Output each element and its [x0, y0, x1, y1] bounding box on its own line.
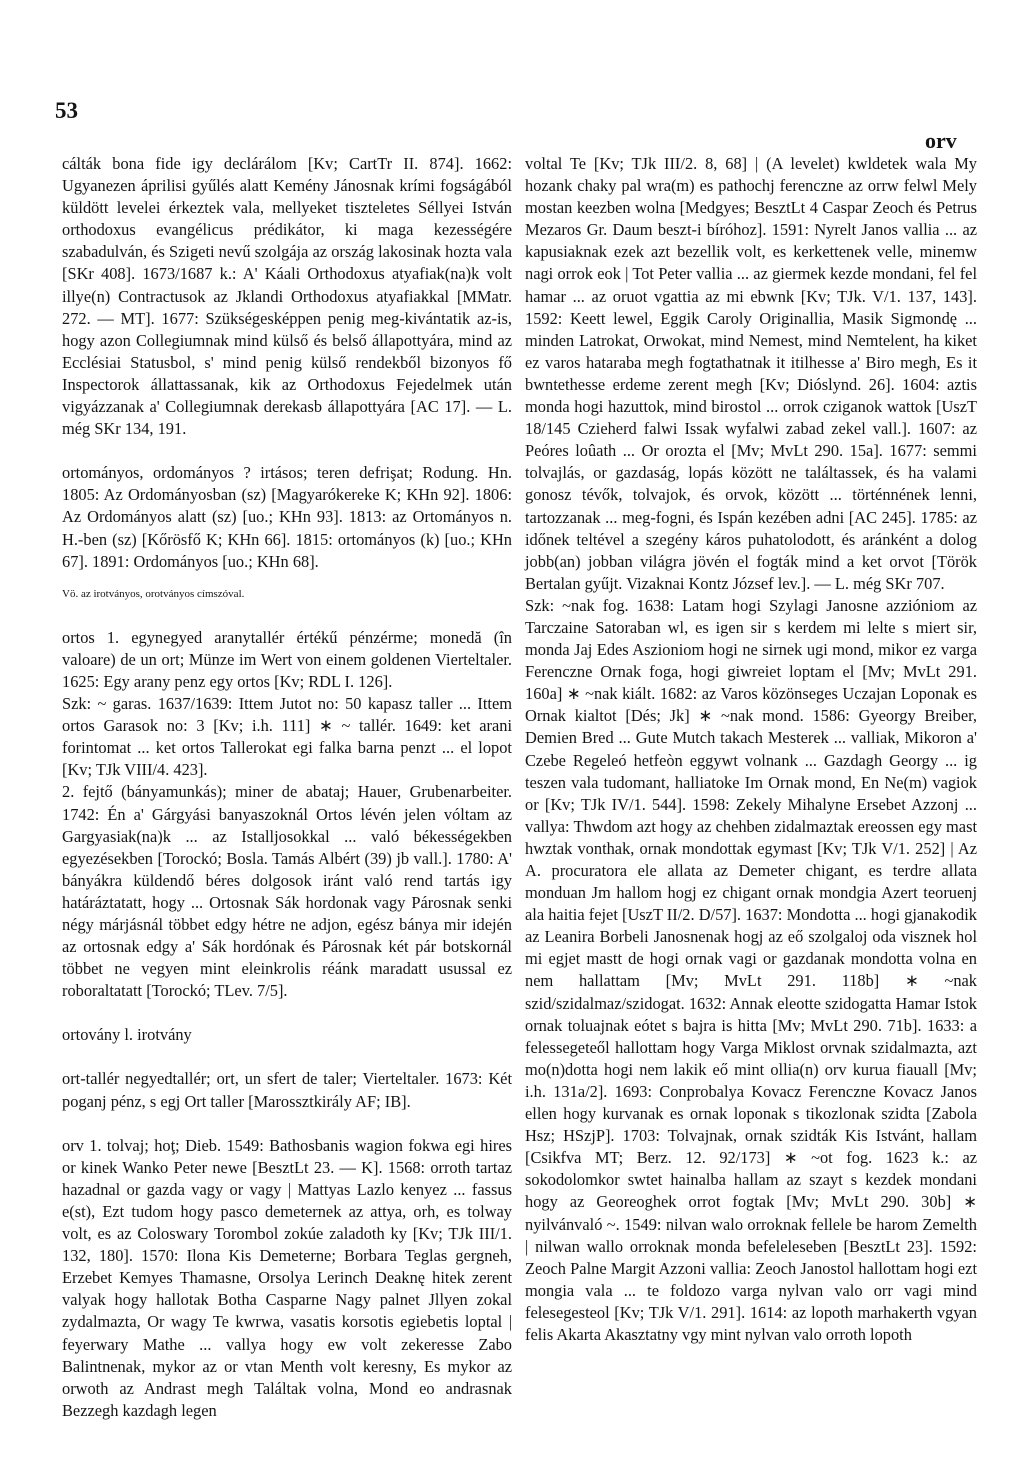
dictionary-paragraph: orv 1. tolvaj; hoţ; Dieb. 1549: Bathosbanis wagion fokwa egi hires or kinek Wanko Peter newe [BesztLt 23. — K]. 1568: orroth tartaz hazadnal or gazda vagy or vagy | Mattyas Lazlo kenyez ... fassus e(st), Ezt tudom hogy pasco demeternek az attya, orh, es tolway volt, es az Coloswary Torombol zokúe zaladoth ky [Kv; TJk III/1. 132, 180]. 1570: Ilona Kis Demeterne; Borbara Teglas gergneh, Erzebet Kemyes Thamasne, Orsolya Lerinch Deaknę hitek zerent valyak hogy hallotak Botha Casparne Nagy palnet Jllyen zokal zydalmazta, Or wagy Te kwrwa, vasatis korsotis egiebetis loptal | feyerwary Mathe ... vallya hogy ew volt zekeresse Zabo Balintnenak, mykor az or vtan Menth volt keresny, Es mykor az orwoth az Andrast megh Találtak volna, Mond eo andrasnak Bezzegh kazdagh legen [62, 1135, 512, 1420]
dictionary-paragraph: ortos 1. egynegyed aranytallér értékű pénzérme; monedă (în valoare) de un ort; Münze im Wert von einem goldenen Vierteltaler. 1625: Egy arany penz egy ortos [Kv; RDL I. 126]. [62, 627, 512, 691]
dictionary-paragraph: cálták bona fide igy declárálom [Kv; CartTr II. 874]. 1662: Ugyanezen áprilisi gyűlés alatt Kemény Jánosnak krími fogságából küldött levelei érkeztek vala, mellyeket tiszteletes Séllyei István orthodoxus evangélicus prédikátor, ki maga kezességére szabadulván, és Szigeti nevű szolgája az ország lakosinak hozta vala [SKr 408]. 1673/1687 k.: A' Káali Orthodoxus atyafiak(na)k volt illye(n) Contractusok az Jklandi Orthodoxus atyafiakkal [MMatr. 272. — MT]. 1677: Szükségesképpen penig meg-kivántatik az-is, hogy azon Collegiumnak mind külső és belső állapottyára, mind az Ecclésiai Statusbol, s' mind penig külső rendekből bizonyos fő Inspectorok állattassanak, kik az Orthodoxus Fejedelmek után vigyázzanak a' Collegiumnak derekasb állapottyára [AC 17]. — L. még SKr 134, 191. [62, 154, 512, 439]
dictionary-paragraph: Vö. az irotványos, orotványos címszóval. [62, 587, 245, 600]
dictionary-paragraph: Szk: ~ garas. 1637/1639: Ittem Jutot no: 50 kapasz taller ... Ittem ortos Garasok no: 3 [Kv; i.h. 111] ∗ ~ tallér. 1649: ket arani forintomat ... ket ortos Tallerokat egi falka barna penzt ... el lopot [Kv; TJk VIII/4. 423]. [62, 694, 512, 780]
dictionary-paragraph: ortományos, ordományos ? irtásos; teren defrişat; Rodung. Hn. 1805: Az Ordományosban (sz) [Magyarókereke K; KHn 92]. 1806: Az Ordományos alatt (sz) [uo.; KHn 93]. 1813: az Ortományos n. H.-ben (sz) [Kőrösfő K; KHn 66]. 1815: ortományos (k) [uo.; KHn 67]. 1891: Ordományos [uo.; KHn 68]. [62, 463, 512, 571]
page-number: 53 [55, 98, 78, 123]
dictionary-paragraph: voltal Te [Kv; TJk III/2. 8, 68] | (A levelet) kwldetek wala My hozank chaky pal wra(m) es pathochj ferenczne az orrw felwl Mely mostan keezben wolna [Medgyes; BesztLt 4 Caspar Zeoch és Petrus Mezaros Gr. Daum beszt-i bíróhoz]. 1591: Nyrelt Janos vallia ... az kapusiaknak ezek azt bezellik volt, es kerkettenek velle, minemw nagi orrok eok | Tot Peter vallia ... az giermek kezde mondani, fel fel hamar ... az oruot vgattia az mi ebwnk [Kv; TJk. V/1. 137, 143]. 1592: Keett lewel, Eggik Caroly Originallia, Masik Sigmondę ... minden Latrokat, Orwokat, mind Nemest, mind Nemtelent, ha kiket ez varos hataraba megh fogtathatnak it itilhesse a' Biro megh, Es it bwntethesse erdeme zerent megh [Kv; Dióslynd. 26]. 1604: aztis monda hogi hazuttok, mind birostol ... orrok cziganok wattok [UszT 18/145 Czieherd falwi Issak wyfalwi zabad zekel vall.]. 1607: az Peóres loûath ... Or orozta el [Mv; MvLt 290. 15a]. 1677: semmi tolvajlás, or gazdaság, lopás között ne találtassek, és ha valami gonosz tévők, tolvajok, és orvok, között ... történnének lenni, tartozzanak ... meg-fogni, és Ispán kezében adni [AC 245]. 1785: az időnek teltével a szegény káros puhatolodott, és aránként a dolog jobb(an) jobban világra jövén el fogták mind a ket orvot [Török Bertalan gyűjt. Vizaknai Kontz József lev.]. — L. még SKr 707. [525, 154, 977, 593]
dictionary-paragraph: Szk: ~nak fog. 1638: Latam hogi Szylagi Janosne azzióniom az Tarczaine Satoraban wl, es igen sir s kerdem mi lelte s miert sir, monda Jaj Edes Aszioniom hogi ne sirnek ugi mond, mikor ez varga Ferenczne Ornak foga, hogi giwreiet loptam el [Mv; MvLt 291. 160a] ∗ ~nak kiált. 1682: az Varos közönseges Uczajan Loponak es Ornak kialtot [Dés; Jk] ∗ ~nak mond. 1586: Gyeorgy Breiber, Demien Bred ... Gute Mutch takach Mesterek ... valliak, Mikoron a' Czebe Regeleó hetfeòn eggywt volnank ... Gazdagh Georgy ... ig teszen vala tudomant, halliatoke Im Ornak mond, En Ne(m) vagiok or [Kv; TJk IV/1. 544]. 1598: Zekely Mihalyne Ersebet Azzonj ... vallya: Thwdom azt hogy az chehben zidalmaztak ereossen egy mast hwztak vonthak, ornak mondottak egymast [Kv; TJk V/1. 252] | Az A. procuratora ele allata az Demeter chigant, es terdre allata monduan Jm hallom hogj ez chigant ornak mondgia Azert teoruenj ala haitia fejet [UszT II/2. D/57]. 1637: Mondotta ... hogi gjanakodik az Leanira Borbeli Janosnenak hogj az eő szolgaloj oda visznek hol mi egjet mastt de hogi ornak vagi or gazdanak mondotta volna en nem hallattam [Mv; MvLt 291. 118b] ∗ ~nak szid/szidalmaz/szidogat. 1632: Annak eleotte szidogatta Hamar Istok ornak toluajnak eótet s bajra is hitta [Mv; MvLt 290. 71b]. 1633: a felessegeteől hallottam hogy Varga Miklost orvnak szidalmazta, azt mo(n)dotta hogi nem lakik eő mint ollia(n) orv kurua fiauall [Mv; i.h. 131a/2]. 1693: Conprobalya Kovacz Ferenczne Kovacz Janos ellen hogy kurvanak es ornak loponak s tikozlonak szidta [Zabola Hsz; HSzjP]. 1703: Tolvajnak, ornak szidták Kis Istvánt, hallam [Csikfva MT; Berz. 12. 92/173] ∗ ~ot fog. 1623 k.: az sokodolomkor swtet hainalba hallam az szayt s kezdek mondani hogy az Georeoghek orrot fogtak [Mv; MvLt 290. 30b] ∗ nyilvánvaló ~. 1549: nilvan walo orroknak fellele be harom Zemelth | nilwan wallo orroknak monda befeleleseben [BesztLt 23]. 1592: Zeoch Palne Margit Azzoni vallia: Zeoch Janostol hallottam hogi ezt mongia vala ... te foldozo varga nylvan valo orr vagi mind felesegesteol [Kv; TJk V/1. 291]. 1614: az lopoth marhakerth vgyan felis Akarta Akasztatny vgy mint nylvan valo orroth lopoth [525, 595, 977, 1344]
running-headword: orv [925, 128, 957, 153]
dictionary-paragraph: ortovány l. irotvány [62, 1025, 192, 1045]
dictionary-paragraph: ort-tallér negyedtallér; ort, un sfert de taler; Vierteltaler. 1673: Két poganj pénz, s egj Ort taller [Marossztkirály AF; IB]. [62, 1069, 512, 1111]
left-column [62, 153, 512, 1422]
dictionary-paragraph: 2. fejtő (bányamunkás); miner de abataj; Hauer, Grubenarbeiter. 1742: Én a' Gárgyási banyaszoknál Ortos lévén jelen vóltam az Gargyasiak(na)k ... az Istalljosokkal ... való békességekben egyezésekben [Torockó; Bosla. Tamás Albért (39) jb vall.]. 1780: A' bányákra küldendő béres dolgosok iránt való rend tartás igy határáztatatt, hogy ... Ortosnak Sák hordonak vagy Párosnak senki négy márjásnál többet edgy hétre ne adjon, egész bánya mir idején az ortosnak edgy a' Sák hordónak és Párosnak két pár botskornál többet ne vegyen mint eleinkrolis réánk maradatt usussal ez roboraltatatt [Torockó; TLev. 7/5]. [62, 782, 512, 1001]
right-column [525, 153, 977, 1346]
